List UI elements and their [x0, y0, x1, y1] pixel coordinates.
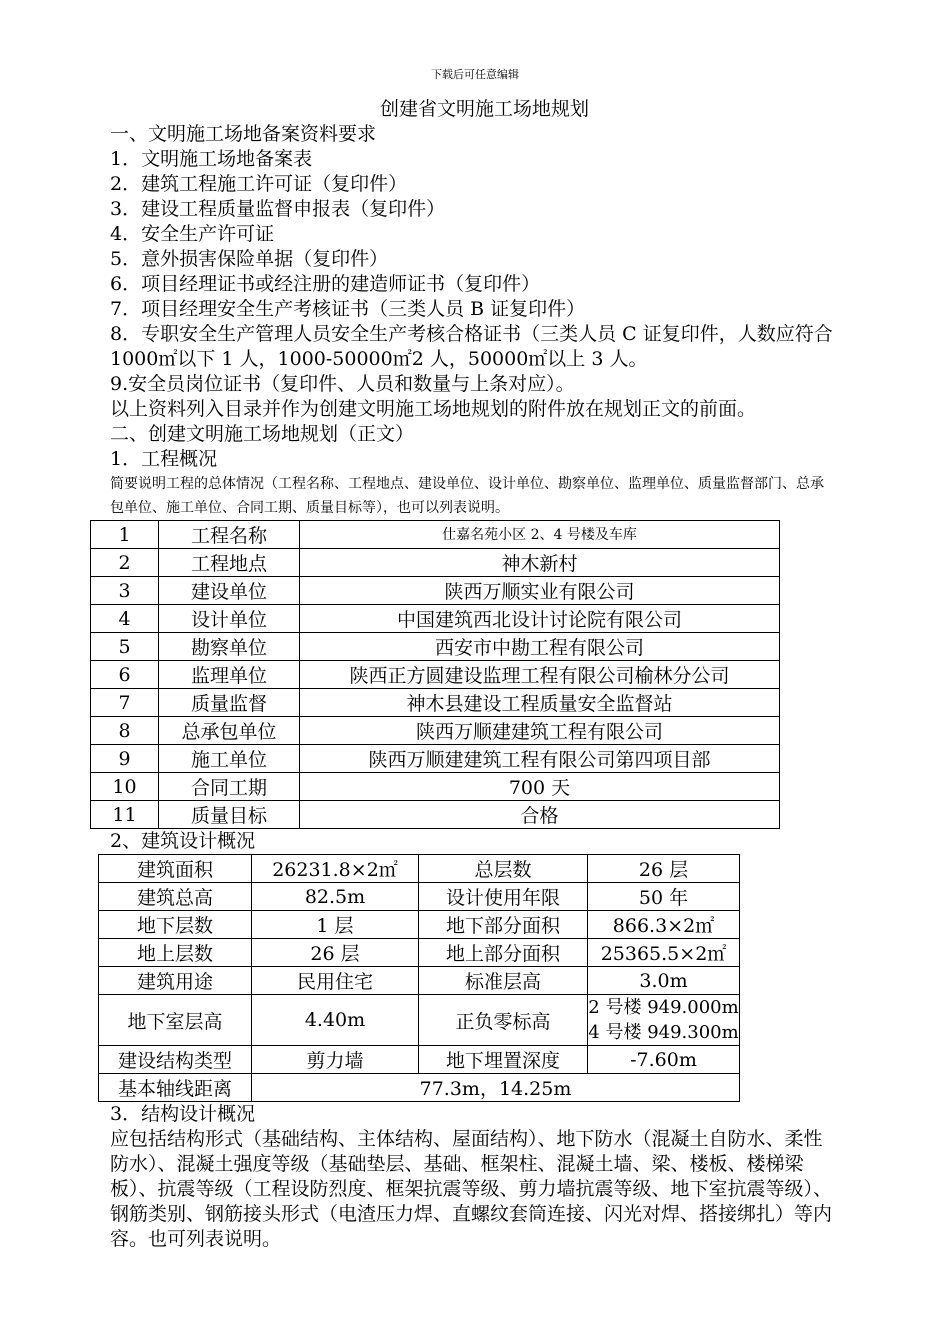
table-row — [91, 521, 780, 549]
list-item: 1．文明施工场地备案表 — [110, 148, 313, 170]
table-cell: 地下层数 — [99, 911, 252, 939]
table-cell — [588, 995, 740, 1046]
table-cell: 4 — [91, 605, 159, 633]
subsection-heading: 1．工程概况 — [110, 448, 218, 470]
table-cell: 基本轴线距离 — [99, 1074, 252, 1102]
table-row — [99, 995, 740, 1046]
subsection-description: 应包括结构形式（基础结构、主体结构、屋面结构）、地下防水（混凝土自防水、柔性防水）、混凝土强度等级（基础垫层、基础、框架柱、混凝土墙、梁、楼板、楼梯梁板）、抗震等级（工程设防烈度、框架抗震等级、剪力墙抗震等级、地下室抗震等级）、钢筋类别、钢筋接头形式（电渣压力焊、直螺纹套筒连接、闪光对焊、搭接绑扎）等内容。也可列表说明。 — [110, 1128, 833, 1250]
table-row — [99, 855, 740, 883]
table-cell: 神木县建设工程质量安全监督站 — [300, 689, 780, 717]
list-item: 4．安全生产许可证 — [110, 223, 275, 245]
table-row — [91, 661, 780, 689]
attachment-note: 以上资料列入目录并作为创建文明施工场地规划的附件放在规划正文的前面。 — [110, 398, 757, 420]
table-cell: 工程地点 — [159, 549, 300, 577]
table-cell: 质量监督 — [159, 689, 300, 717]
table-cell: 合同工期 — [159, 773, 300, 801]
table-cell: 建筑用途 — [99, 967, 252, 995]
table-cell: 4.40m — [252, 995, 419, 1046]
table-cell: 2 — [91, 549, 159, 577]
table-cell: 地下埋置深度 — [419, 1046, 588, 1074]
table-cell: 质量目标 — [159, 801, 300, 829]
list-item: 9.安全员岗位证书（复印件、人员和数量与上条对应）。 — [110, 373, 575, 395]
table-cell: 26231.8×2㎡ — [252, 855, 419, 883]
table-cell: 总层数 — [419, 855, 588, 883]
table-row — [99, 1046, 740, 1074]
table-cell: 施工单位 — [159, 745, 300, 773]
table-cell: 陕西万顺建建筑工程有限公司 — [300, 717, 780, 745]
project-overview-table — [90, 520, 780, 829]
table-cell: 26 层 — [252, 939, 419, 967]
table-cell: 6 — [91, 661, 159, 689]
table-row — [99, 939, 740, 967]
table-cell: 建设结构类型 — [99, 1046, 252, 1074]
list-item: 5．意外损害保险单据（复印件） — [110, 248, 389, 270]
list-item: 3．建设工程质量监督申报表（复印件） — [110, 198, 446, 220]
table-cell: 设计单位 — [159, 605, 300, 633]
zero-elevation-4: 4 号楼 949.300m — [588, 1022, 739, 1043]
table-cell: 8 — [91, 717, 159, 745]
table-row — [91, 605, 780, 633]
table-row — [99, 911, 740, 939]
table-cell: 5 — [91, 633, 159, 661]
table-cell: 中国建筑西北设计讨论院有限公司 — [300, 605, 780, 633]
document-title: 创建省文明施工场地规划 — [379, 98, 589, 120]
table-cell: 仕嘉名苑小区 2、4 号楼及车库 — [300, 521, 780, 549]
table-cell: -7.60m — [588, 1046, 740, 1074]
table-cell: 正负零标高 — [419, 995, 588, 1046]
table-cell: 3 — [91, 577, 159, 605]
table-cell: 3.0m — [588, 967, 740, 995]
list-item: 2．建筑工程施工许可证（复印件） — [110, 173, 408, 195]
table-row — [99, 1074, 740, 1102]
table-cell: 工程名称 — [159, 521, 300, 549]
table-cell: 9 — [91, 745, 159, 773]
table-cell: 总承包单位 — [159, 717, 300, 745]
list-item: 6．项目经理证书或经注册的建造师证书（复印件） — [110, 273, 541, 295]
table-cell: 勘察单位 — [159, 633, 300, 661]
table-cell: 陕西万顺实业有限公司 — [300, 577, 780, 605]
table-row — [91, 577, 780, 605]
list-item: 8．专职安全生产管理人员安全生产考核合格证书（三类人员 C 证复印件，人数应符合 1000㎡以下 1 人，1000-50000㎡2 人，50000㎡以上 3 人。 — [110, 323, 833, 370]
table-cell: 地上部分面积 — [419, 939, 588, 967]
design-overview-table — [98, 854, 740, 1102]
table-cell: 建设单位 — [159, 577, 300, 605]
table-cell: 82.5m — [252, 883, 419, 911]
table-cell: 西安市中勘工程有限公司 — [300, 633, 780, 661]
table-cell: 700 天 — [300, 773, 780, 801]
table-cell: 7 — [91, 689, 159, 717]
table-row — [91, 689, 780, 717]
table-cell: 1 — [91, 521, 159, 549]
table-cell: 25365.5×2㎡ — [588, 939, 740, 967]
table-cell: 陕西万顺建建筑工程有限公司第四项目部 — [300, 745, 780, 773]
table-row — [91, 549, 780, 577]
page-header: 下载后可任意编辑 — [431, 68, 519, 81]
table-cell: 77.3m，14.25m — [252, 1074, 740, 1102]
table-cell: 11 — [91, 801, 159, 829]
table-cell: 10 — [91, 773, 159, 801]
table-row — [91, 633, 780, 661]
table-cell: 民用住宅 — [252, 967, 419, 995]
table-row — [99, 967, 740, 995]
subsection-heading: 3．结构设计概况 — [110, 1103, 256, 1125]
table-cell: 神木新村 — [300, 549, 780, 577]
table-cell: 1 层 — [252, 911, 419, 939]
table-cell: 建筑面积 — [99, 855, 252, 883]
table-cell: 合格 — [300, 801, 780, 829]
table-cell: 26 层 — [588, 855, 740, 883]
table-cell: 建筑总高 — [99, 883, 252, 911]
list-item: 7．项目经理安全生产考核证书（三类人员 B 证复印件） — [110, 298, 586, 320]
table-cell: 标准层高 — [419, 967, 588, 995]
table-row — [91, 773, 780, 801]
table-row — [99, 883, 740, 911]
document-body — [110, 97, 835, 1252]
table-cell: 地下部分面积 — [419, 911, 588, 939]
subsection-description: 简要说明工程的总体情况（工程名称、工程地点、建设单位、设计单位、勘察单位、监理单位、质量监督部门、总承包单位、施工单位、合同工期、质量目标等），也可以列表说明。 — [110, 476, 824, 516]
section2-heading: 二、创建文明施工场地规划（正文） — [110, 423, 415, 445]
table-row — [91, 717, 780, 745]
table-cell: 地上层数 — [99, 939, 252, 967]
table-cell: 866.3×2㎡ — [588, 911, 740, 939]
section1-heading: 一、文明施工场地备案资料要求 — [110, 123, 377, 145]
table-cell: 监理单位 — [159, 661, 300, 689]
table-cell: 设计使用年限 — [419, 883, 588, 911]
table-cell: 地下室层高 — [99, 995, 252, 1046]
subsection-heading: 2、建筑设计概况 — [110, 830, 256, 852]
table-cell: 剪力墙 — [252, 1046, 419, 1074]
table-row — [91, 745, 780, 773]
table-cell: 陕西正方圆建设监理工程有限公司榆林分公司 — [300, 661, 780, 689]
table-cell: 50 年 — [588, 883, 740, 911]
table-row — [91, 801, 780, 829]
zero-elevation-2: 2 号楼 949.000m — [588, 997, 739, 1018]
